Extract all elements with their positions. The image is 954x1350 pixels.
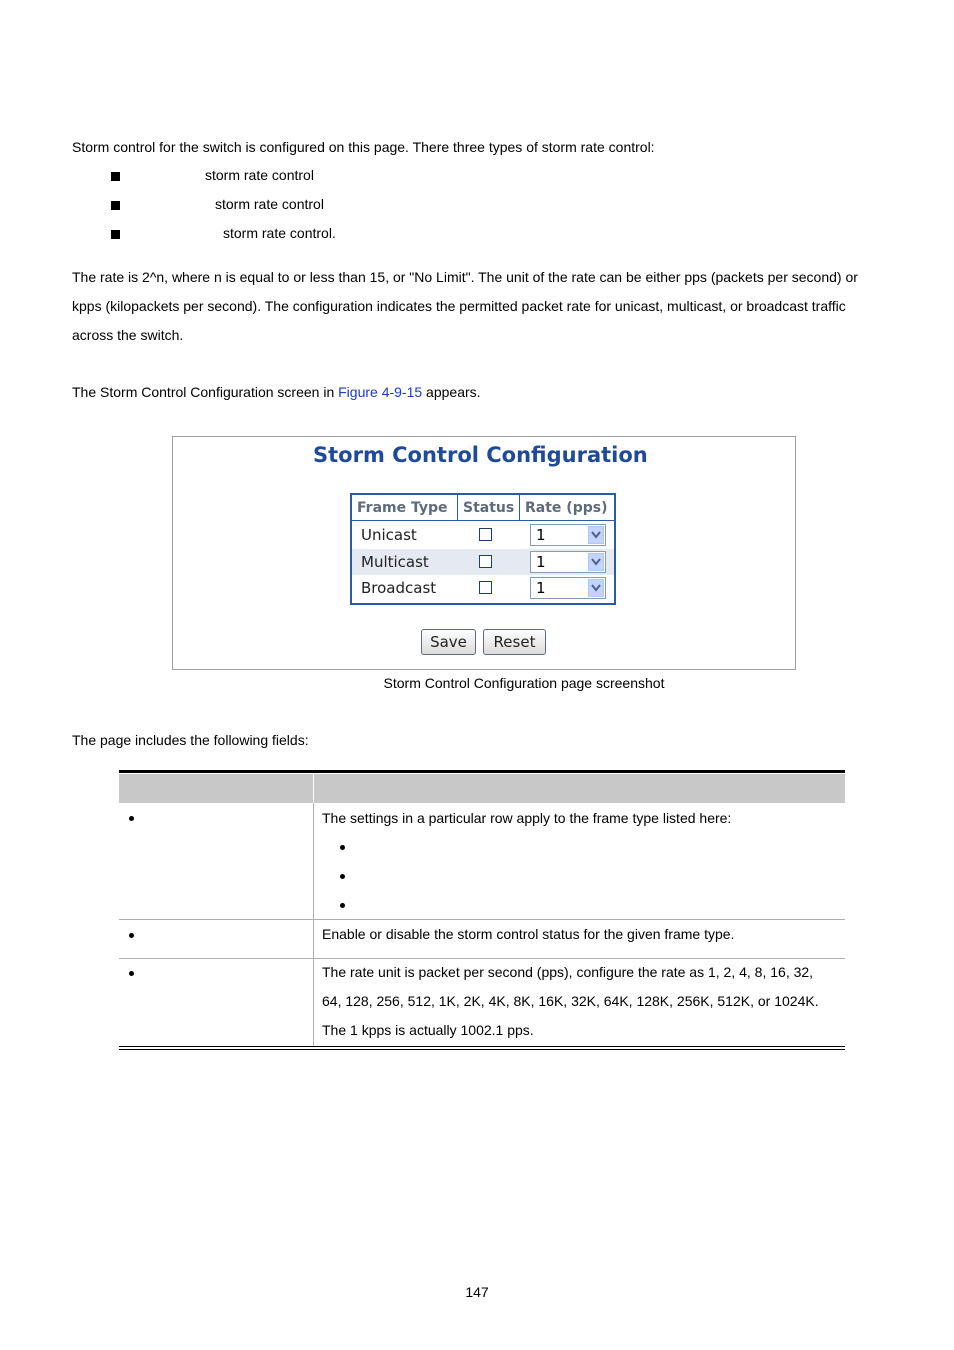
bullet-icon bbox=[129, 971, 134, 976]
rate-paragraph-line: kpps (kilopackets per second). The configuration indicates the permitted packet rate for unicast, multicast, or broadcast traffic bbox=[72, 298, 846, 314]
table-row bbox=[352, 522, 614, 548]
table-header bbox=[352, 495, 614, 521]
status-checkbox[interactable] bbox=[479, 581, 492, 594]
storm-type-item bbox=[111, 170, 120, 184]
storm-type-label: storm rate control. bbox=[223, 225, 336, 241]
reset-button[interactable]: Reset bbox=[483, 629, 546, 655]
screen-reference-before: The Storm Control Configuration screen in bbox=[72, 384, 339, 400]
frame-type-description: The settings in a particular row apply to the frame type listed here: bbox=[322, 810, 732, 826]
fields-table-header bbox=[119, 774, 845, 803]
rate-paragraph-line: across the switch. bbox=[72, 327, 184, 343]
table-bottom-rule bbox=[119, 1049, 845, 1050]
status-checkbox[interactable] bbox=[479, 528, 492, 541]
dropdown-button[interactable] bbox=[588, 526, 604, 544]
rate-select[interactable] bbox=[530, 577, 606, 599]
square-bullet-icon bbox=[111, 201, 120, 210]
screen-reference bbox=[72, 378, 481, 407]
intro-text: Storm control for the switch is configured on this page. There three types of storm rate control: bbox=[72, 139, 655, 155]
rate-description-line: The 1 kpps is actually 1002.1 pps. bbox=[322, 1022, 534, 1038]
dropdown-button[interactable] bbox=[588, 553, 604, 571]
bullet-icon bbox=[340, 845, 345, 850]
save-button[interactable]: Save bbox=[421, 629, 476, 655]
square-bullet-icon bbox=[111, 172, 120, 181]
rate-select[interactable] bbox=[530, 551, 606, 573]
storm-control-table bbox=[350, 493, 616, 605]
chevron-down-icon bbox=[591, 531, 601, 539]
rate-value: 1 bbox=[536, 553, 546, 571]
table-row bbox=[352, 575, 614, 601]
frame-type-label: Multicast bbox=[361, 553, 429, 571]
figure-caption: Storm Control Configuration page screenshot bbox=[383, 675, 665, 691]
figure-link[interactable]: Figure 4-9-15 bbox=[338, 384, 423, 400]
storm-type-item bbox=[111, 199, 120, 213]
rate-paragraph-line: The rate is 2^n, where n is equal to or less than 15, or "No Limit". The unit of the rate can be either pps (packets per second) or bbox=[72, 269, 858, 285]
column-separator bbox=[313, 803, 314, 1046]
frame-type-label: Unicast bbox=[361, 526, 417, 544]
storm-control-screenshot bbox=[172, 436, 796, 670]
dropdown-button[interactable] bbox=[588, 579, 604, 597]
header-rate: Rate (pps) bbox=[520, 495, 614, 521]
bullet-icon bbox=[129, 816, 134, 821]
bullet-icon bbox=[129, 933, 134, 938]
status-description: Enable or disable the storm control status for the given frame type. bbox=[322, 926, 735, 942]
rate-value: 1 bbox=[536, 579, 546, 597]
frame-type-label: Broadcast bbox=[361, 579, 437, 597]
bullet-icon bbox=[340, 903, 345, 908]
fields-intro: The page includes the following fields: bbox=[72, 732, 309, 748]
status-checkbox[interactable] bbox=[479, 555, 492, 568]
chevron-down-icon bbox=[591, 558, 601, 566]
table-bottom-rule bbox=[119, 1046, 845, 1047]
storm-type-label: storm rate control bbox=[215, 196, 324, 212]
bullet-icon bbox=[340, 874, 345, 879]
storm-type-label: storm rate control bbox=[205, 167, 314, 183]
rate-description-line: 64, 128, 256, 512, 1K, 2K, 4K, 8K, 16K, 32K, 64K, 128K, 256K, 512K, or 1024K. bbox=[322, 993, 819, 1009]
square-bullet-icon bbox=[111, 230, 120, 239]
header-frame-type: Frame Type bbox=[352, 495, 458, 521]
chevron-down-icon bbox=[591, 584, 601, 592]
page-number: 147 bbox=[465, 1284, 489, 1300]
screenshot-title: Storm Control Configuration bbox=[313, 443, 648, 467]
rate-description-line: The rate unit is packet per second (pps), configure the rate as 1, 2, 4, 8, 16, 32, bbox=[322, 964, 814, 980]
table-top-rule bbox=[119, 770, 845, 773]
rate-value: 1 bbox=[536, 526, 546, 544]
rate-select[interactable] bbox=[530, 524, 606, 546]
storm-type-item bbox=[111, 228, 120, 242]
header-status: Status bbox=[458, 495, 520, 521]
header-separator bbox=[313, 774, 314, 803]
table-row bbox=[352, 549, 614, 575]
screen-reference-after: appears. bbox=[422, 384, 481, 400]
